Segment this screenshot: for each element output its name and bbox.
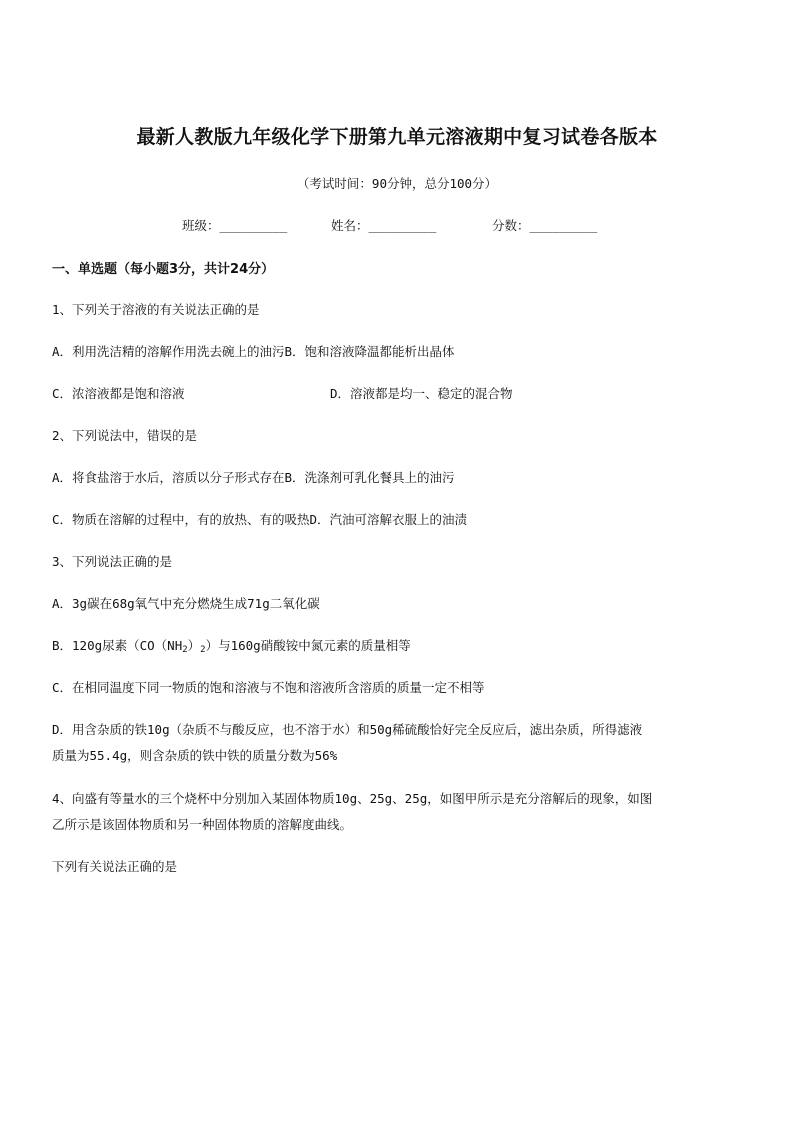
question-4-prompt: 下列有关说法正确的是: [52, 859, 178, 874]
subscript-2: 2: [182, 645, 188, 655]
question-1-option-d: D．溶液都是均一、稳定的混合物: [330, 386, 513, 401]
question-1-options-ab: A．利用洗洁精的溶解作用洗去碗上的油污B．饱和溶液降温都能析出晶体: [52, 344, 455, 359]
option-b-text-post: ）与160g硝酸铵中氮元素的质量相等: [205, 638, 411, 653]
subscript-2: 2: [200, 645, 206, 655]
question-2-options-ab: A．将食盐溶于水后，溶质以分子形式存在B．洗涤剂可乳化餐具上的油污: [52, 470, 455, 485]
option-b-text-pre: B．120g尿素（CO（NH: [52, 638, 183, 653]
question-1-option-c: C．浓溶液都是饱和溶液: [52, 386, 185, 401]
question-3-option-a: A．3g碳在68g氧气中充分燃烧生成71g二氧化碳: [52, 596, 320, 611]
score-field: 分数：_________: [492, 218, 598, 233]
question-2-options-cd: C．物质在溶解的过程中，有的放热、有的吸热D．汽油可溶解衣服上的油渍: [52, 512, 468, 527]
question-2-stem: 2、下列说法中，错误的是: [52, 428, 198, 443]
section-heading-single-choice: 一、单选题（每小题3分，共计24分）: [52, 262, 275, 277]
page-title: 最新人教版九年级化学下册第九单元溶液期中复习试卷各版本: [136, 126, 658, 148]
question-3-option-d-line1: D．用含杂质的铁10g（杂质不与酸反应，也不溶于水）和50g稀硫酸恰好完全反应后，滤出杂质，所得滤液: [52, 722, 643, 737]
question-3-option-c: C．在相同温度下同一物质的饱和溶液与不饱和溶液所含溶质的质量一定不相等: [52, 680, 485, 695]
question-4-stem-line2: 乙所示是该固体物质和另一种固体物质的溶解度曲线。: [52, 817, 353, 832]
class-field: 班级：_________: [182, 218, 288, 233]
question-1-stem: 1、下列关于溶液的有关说法正确的是: [52, 302, 260, 317]
question-3-stem: 3、下列说法正确的是: [52, 554, 173, 569]
question-4-stem-line1: 4、向盛有等量水的三个烧杯中分别加入某固体物质10g、25g、25g，如图甲所示是充分溶解后的现象，如图: [52, 791, 653, 806]
exam-time-info: （考试时间：90分钟，总分100分）: [296, 176, 498, 191]
option-b-text-mid: ）: [187, 638, 201, 653]
name-field: 姓名：_________: [331, 218, 437, 233]
question-3-option-b: [52, 636, 411, 655]
question-3-option-d-line2: 质量为55.4g，则含杂质的铁中铁的质量分数为56%: [52, 748, 338, 763]
